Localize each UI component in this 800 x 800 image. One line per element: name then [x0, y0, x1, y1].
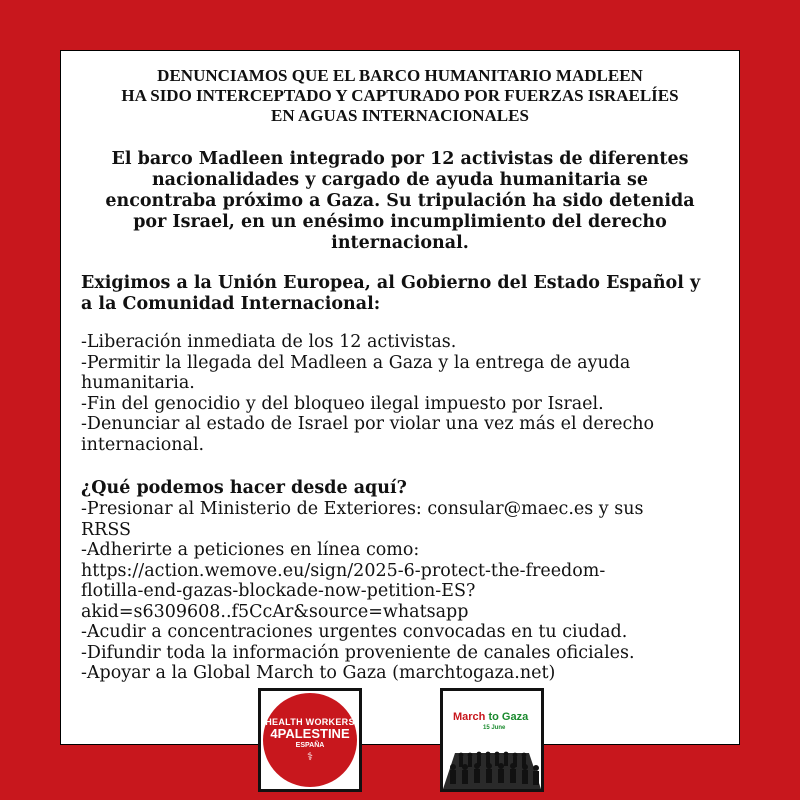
announcement-card — [60, 50, 740, 745]
headline-line: DENUNCIAMOS QUE EL BARCO HUMANITARIO MADLEEN — [157, 66, 643, 85]
logo-text-health-workers: HEALTH WORKERS — [265, 717, 355, 727]
actions-list — [81, 499, 729, 684]
headline-line: HA SIDO INTERCEPTADO Y CAPTURADO POR FUERZAS ISRAELÍES — [121, 86, 679, 105]
petition-link[interactable]: flotilla-end-gazas-blockade-now-petition-ES? — [81, 581, 476, 601]
lead-line: encontraba próximo a Gaza. Su tripulación ha sido detenida — [105, 191, 695, 211]
action-item: -Difundir toda la información proveniente de canales oficiales. — [81, 642, 635, 663]
action-item: -Apoyar a la Global March to Gaza (marchtogaza.net) — [81, 663, 556, 683]
demand-item: -Fin del genocidio y del bloqueo ilegal impuesto por Israel. — [81, 393, 604, 414]
march-date: 15 June — [483, 725, 506, 731]
logo-badge — [263, 693, 357, 787]
logo-text-espana: ESPAÑA — [295, 742, 325, 749]
demands-heading-line: a la Comunidad Internacional: — [81, 294, 381, 314]
caduceus-icon: ⚕ — [307, 750, 313, 763]
lead-paragraph — [91, 149, 709, 254]
actions-heading: ¿Qué podemos hacer desde aquí? — [81, 478, 407, 498]
demand-item: -Permitir la llegada del Madleen a Gaza y la entrega de ayuda — [81, 352, 631, 373]
lead-line: El barco Madleen integrado por 12 activistas de diferentes — [111, 149, 689, 169]
action-item: -Presionar al Ministerio de Exteriores: consular@maec.es y sus — [81, 499, 644, 519]
marching-crowd-icon — [443, 731, 541, 789]
petition-link[interactable]: akid=s6309608..f5CcAr&source=whatsapp — [81, 601, 469, 622]
demands-heading — [81, 273, 729, 315]
headline — [61, 66, 739, 126]
lead-line: nacionalidades y cargado de ayuda humanitaria se — [151, 170, 649, 190]
march-title — [453, 711, 528, 723]
march-title-part: March — [453, 711, 489, 723]
march-to-gaza-logo — [440, 688, 544, 792]
march-title-part: to Gaza — [488, 711, 529, 723]
demand-item: -Liberación inmediata de los 12 activistas. — [81, 332, 457, 352]
demand-item: internacional. — [81, 434, 205, 455]
health-workers-4-palestine-logo — [258, 688, 362, 792]
petition-link[interactable]: https://action.wemove.eu/sign/2025-6-protect-the-freedom- — [81, 560, 606, 581]
lead-line: internacional. — [331, 233, 469, 253]
action-item: -Acudir a concentraciones urgentes convocadas en tu ciudad. — [81, 622, 628, 642]
demand-item: humanitaria. — [81, 373, 195, 393]
lead-line: por Israel, en un enésimo incumplimiento del derecho — [133, 212, 667, 232]
demand-item: -Denunciar al estado de Israel por violar una vez más el derecho — [81, 414, 655, 434]
action-item: RRSS — [81, 519, 132, 540]
action-item: -Adherirte a peticiones en línea como: — [81, 540, 420, 560]
headline-line: EN AGUAS INTERNACIONALES — [271, 106, 529, 125]
demands-heading-line: Exigimos a la Unión Europea, al Gobierno del Estado Español y — [81, 273, 701, 293]
demands-list — [81, 332, 729, 455]
logo-text-4palestine: 4PALESTINE — [270, 726, 350, 741]
